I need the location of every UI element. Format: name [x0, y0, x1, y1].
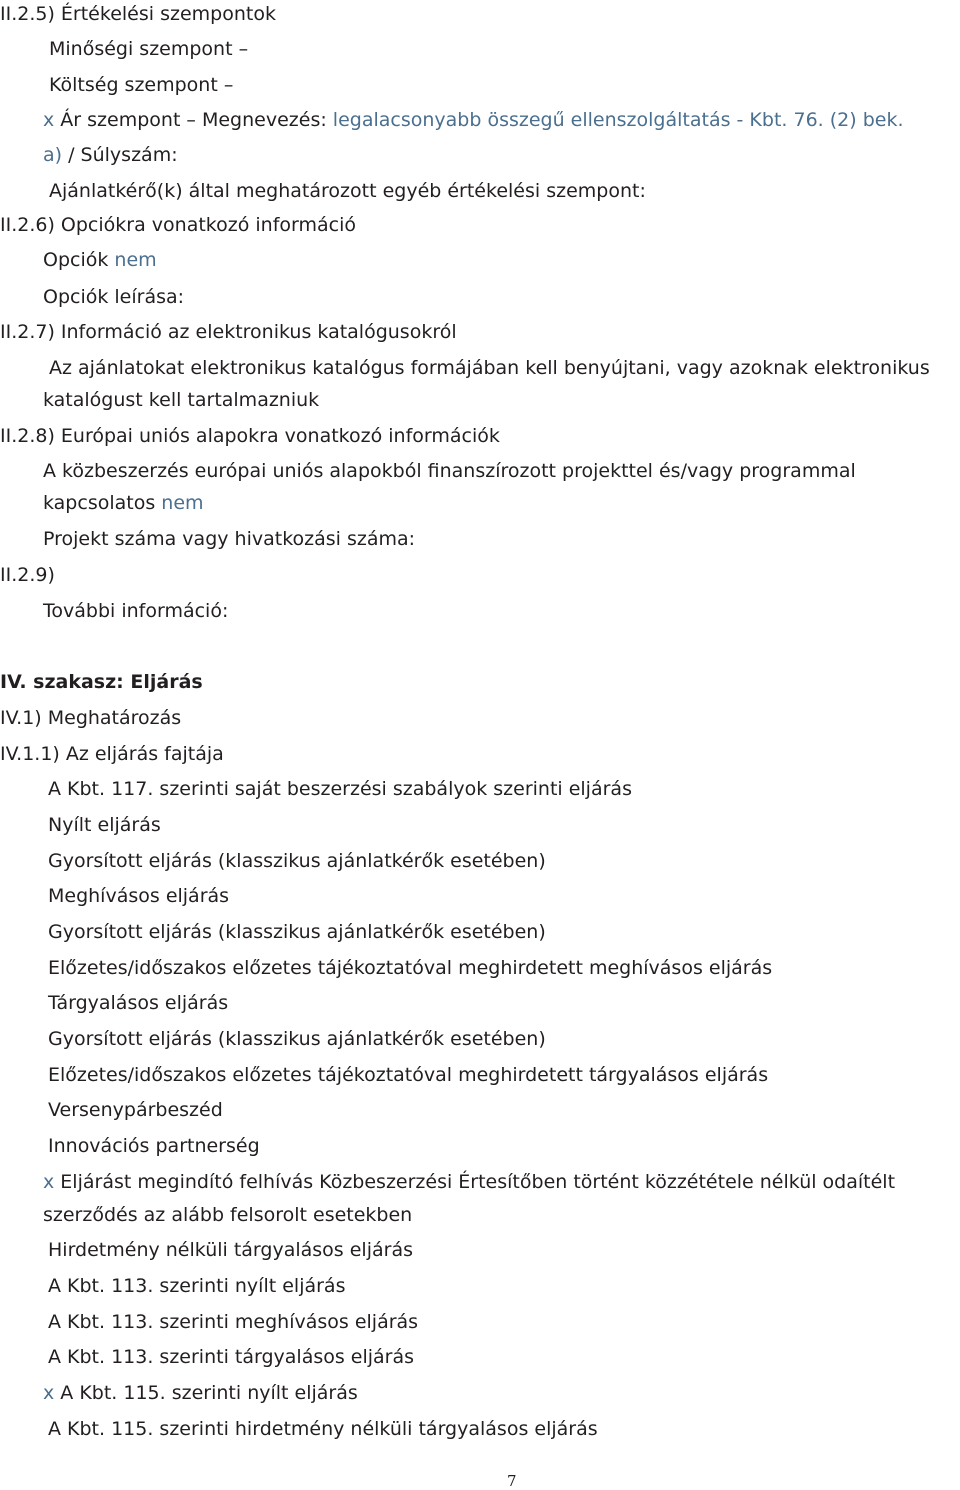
section-heading-ii-2-8: II.2.8) Európai uniós alapokra vonatkozó információk [0, 425, 500, 447]
section-heading-iv: IV. szakasz: Eljárás [0, 671, 203, 693]
section-heading-ii-2-9: II.2.9) [0, 564, 55, 586]
options-row [43, 249, 157, 271]
weight-prefix: a) [43, 144, 63, 166]
weight-row [43, 144, 178, 166]
procedure-item: Előzetes/időszakos előzetes tájékoztatóval meghirdetett meghívásos eljárás [48, 957, 773, 979]
cost-criterion: Költség szempont – [49, 74, 234, 96]
price-criterion-label: Ár szempont – Megnevezés: [60, 109, 327, 131]
options-label: Opciók [43, 249, 109, 271]
eu-funds-line2 [43, 492, 204, 514]
price-criterion-row [43, 109, 903, 131]
eu-funds-value: nem [161, 492, 204, 514]
eu-funds-label: kapcsolatos [43, 492, 156, 514]
procedure-item: Versenypárbeszéd [48, 1099, 223, 1121]
page-number: 7 [507, 1472, 517, 1490]
options-description: Opciók leírása: [43, 286, 185, 308]
options-value: nem [114, 249, 157, 271]
section-heading-ii-2-6: II.2.6) Opciókra vonatkozó információ [0, 214, 356, 236]
section-heading-ii-2-5: II.2.5) Értékelési szempontok [0, 3, 276, 25]
procedure-item: Meghívásos eljárás [48, 885, 230, 907]
selected-procedure-text: Eljárást megindító felhívás Közbeszerzési Értesítőben történt közzététele nélkül odaítélt [60, 1171, 896, 1193]
selected-procedure-line1 [43, 1171, 895, 1193]
weight-label: / Súlyszám: [68, 144, 178, 166]
checked-mark: x [43, 1171, 55, 1193]
procedure-item: Előzetes/időszakos előzetes tájékoztatóval meghirdetett tárgyalásos eljárás [48, 1064, 769, 1086]
procedure-item: A Kbt. 117. szerinti saját beszerzési szabályok szerinti eljárás [48, 778, 632, 800]
further-info: További információ: [43, 600, 229, 622]
section-heading-iv-1-1: IV.1.1) Az eljárás fajtája [0, 743, 224, 765]
section-heading-ii-2-7: II.2.7) Információ az elektronikus katalógusokról [0, 321, 457, 343]
procedure-item: Gyorsított eljárás (klasszikus ajánlatkérők esetében) [48, 1028, 546, 1050]
selected-procedure-line2: szerződés az alább felsorolt esetekben [43, 1204, 413, 1226]
quality-criterion: Minőségi szempont – [49, 38, 249, 60]
procedure-item: Innovációs partnerség [48, 1135, 260, 1157]
section-heading-iv-1: IV.1) Meghatározás [0, 707, 182, 729]
procedure-item: Nyílt eljárás [48, 814, 161, 836]
catalogue-text-line1: Az ajánlatokat elektronikus katalógus formájában kell benyújtani, vagy azoknak elektronikus [49, 357, 930, 379]
procedure-sub-item: A Kbt. 113. szerinti meghívásos eljárás [48, 1311, 419, 1333]
procedure-sub-item: A Kbt. 113. szerinti tárgyalásos eljárás [48, 1346, 415, 1368]
procedure-sub-item: A Kbt. 113. szerinti nyílt eljárás [48, 1275, 346, 1297]
catalogue-text-line2: katalógust kell tartalmazniuk [43, 389, 320, 411]
procedure-item: Gyorsított eljárás (klasszikus ajánlatkérők esetében) [48, 850, 546, 872]
procedure-item: Tárgyalásos eljárás [48, 992, 229, 1014]
eu-funds-line1: A közbeszerzés európai uniós alapokból finanszírozott projekttel és/vagy programmal [43, 460, 856, 482]
checked-mark: x [43, 1382, 55, 1404]
selected-sub-procedure [43, 1382, 358, 1404]
selected-sub-procedure-text: A Kbt. 115. szerinti nyílt eljárás [60, 1382, 358, 1404]
other-criterion: Ajánlatkérő(k) által meghatározott egyéb értékelési szempont: [49, 180, 646, 202]
price-criterion-value: legalacsonyabb összegű ellenszolgáltatás - Kbt. 76. (2) bek. [332, 109, 904, 131]
procedure-sub-item: A Kbt. 115. szerinti hirdetmény nélküli tárgyalásos eljárás [48, 1418, 598, 1440]
procedure-item: Gyorsított eljárás (klasszikus ajánlatkérők esetében) [48, 921, 546, 943]
project-number: Projekt száma vagy hivatkozási száma: [43, 528, 416, 550]
checked-mark: x [43, 109, 55, 131]
procedure-sub-item: Hirdetmény nélküli tárgyalásos eljárás [48, 1239, 413, 1261]
